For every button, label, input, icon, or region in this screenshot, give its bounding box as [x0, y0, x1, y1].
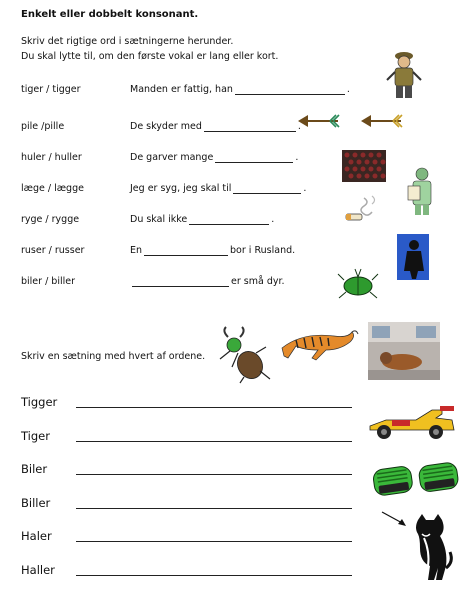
sentence	[130, 245, 295, 256]
sentence	[130, 183, 306, 194]
sentence	[130, 84, 350, 95]
smoking-cigarette-icon	[344, 194, 384, 226]
word-pair: pile /pille	[21, 121, 65, 132]
answer-blank[interactable]	[204, 121, 296, 132]
sentence-text: De garver mange	[130, 152, 214, 163]
race-car-illustration	[364, 404, 456, 440]
instruction-line-2: Du skal lytte til, om den første vokal er lang eller kort.	[21, 51, 279, 62]
practice-word: Tiger	[21, 429, 50, 443]
section-2-instruction: Skriv en sætning med hvert af ordene.	[21, 351, 206, 362]
practice-word: Biller	[21, 496, 51, 510]
word-pair: biler / biller	[21, 276, 75, 287]
word-pair: huler / huller	[21, 152, 82, 163]
sentence	[130, 276, 285, 287]
practice-word: Biler	[21, 462, 48, 476]
writing-line[interactable]	[76, 473, 352, 475]
word-pair: tiger / tigger	[21, 84, 81, 95]
writing-line[interactable]	[76, 507, 352, 509]
instruction-line-1: Skriv det rigtige ord i sætningerne herunder.	[21, 36, 234, 47]
perforated-leather-photo	[342, 150, 386, 182]
sentence-text: .	[295, 152, 299, 163]
sentence-text: .	[346, 84, 350, 95]
green-beetle-icon	[336, 266, 380, 302]
arrow-icon	[361, 113, 405, 129]
sentence-text: En	[130, 245, 143, 256]
sentence	[130, 152, 298, 163]
sentence	[130, 214, 274, 225]
writing-line[interactable]	[76, 540, 352, 542]
word-pair: ryge / rygge	[21, 214, 80, 225]
word-pair: læge / lægge	[21, 183, 84, 194]
sentence-text: Jeg er syg, jeg skal til	[130, 183, 232, 194]
tiger-illustration	[276, 328, 358, 364]
answer-blank[interactable]	[189, 214, 269, 225]
toy-cars-illustration	[370, 458, 464, 502]
practice-word: Haller	[21, 563, 55, 577]
practice-word: Tigger	[21, 395, 58, 409]
answer-blank[interactable]	[132, 276, 229, 287]
beggar-illustration	[380, 48, 428, 100]
answer-blank[interactable]	[233, 183, 301, 194]
page-title: Enkelt eller dobbelt konsonant.	[21, 9, 199, 20]
answer-blank[interactable]	[235, 84, 345, 95]
answer-blank[interactable]	[215, 152, 293, 163]
writing-line[interactable]	[76, 574, 352, 576]
sentence-text: .	[271, 214, 275, 225]
sentence-text: er små dyr.	[231, 276, 285, 287]
man-in-suit-photo	[397, 234, 429, 280]
word-pair: ruser / russer	[21, 245, 85, 256]
arrow-icon	[298, 113, 342, 129]
pointer-arrow-icon	[380, 510, 410, 530]
sentence-text: Manden er fattig, han	[130, 84, 233, 95]
sentence-text: .	[303, 183, 307, 194]
answer-blank[interactable]	[144, 245, 228, 256]
doctor-illustration	[406, 166, 438, 216]
sentence	[130, 121, 301, 132]
writing-line[interactable]	[76, 406, 352, 408]
cat-illustration	[410, 514, 454, 580]
sentence-text: .	[297, 121, 301, 132]
dog-photo	[368, 322, 440, 380]
sentence-text: De skyder med	[130, 121, 202, 132]
sentence-text: bor i Rusland.	[230, 245, 296, 256]
sentence-text: Du skal ikke	[130, 214, 188, 225]
practice-word: Haler	[21, 529, 52, 543]
writing-line[interactable]	[76, 440, 352, 442]
stag-beetle-illustration	[210, 327, 272, 383]
